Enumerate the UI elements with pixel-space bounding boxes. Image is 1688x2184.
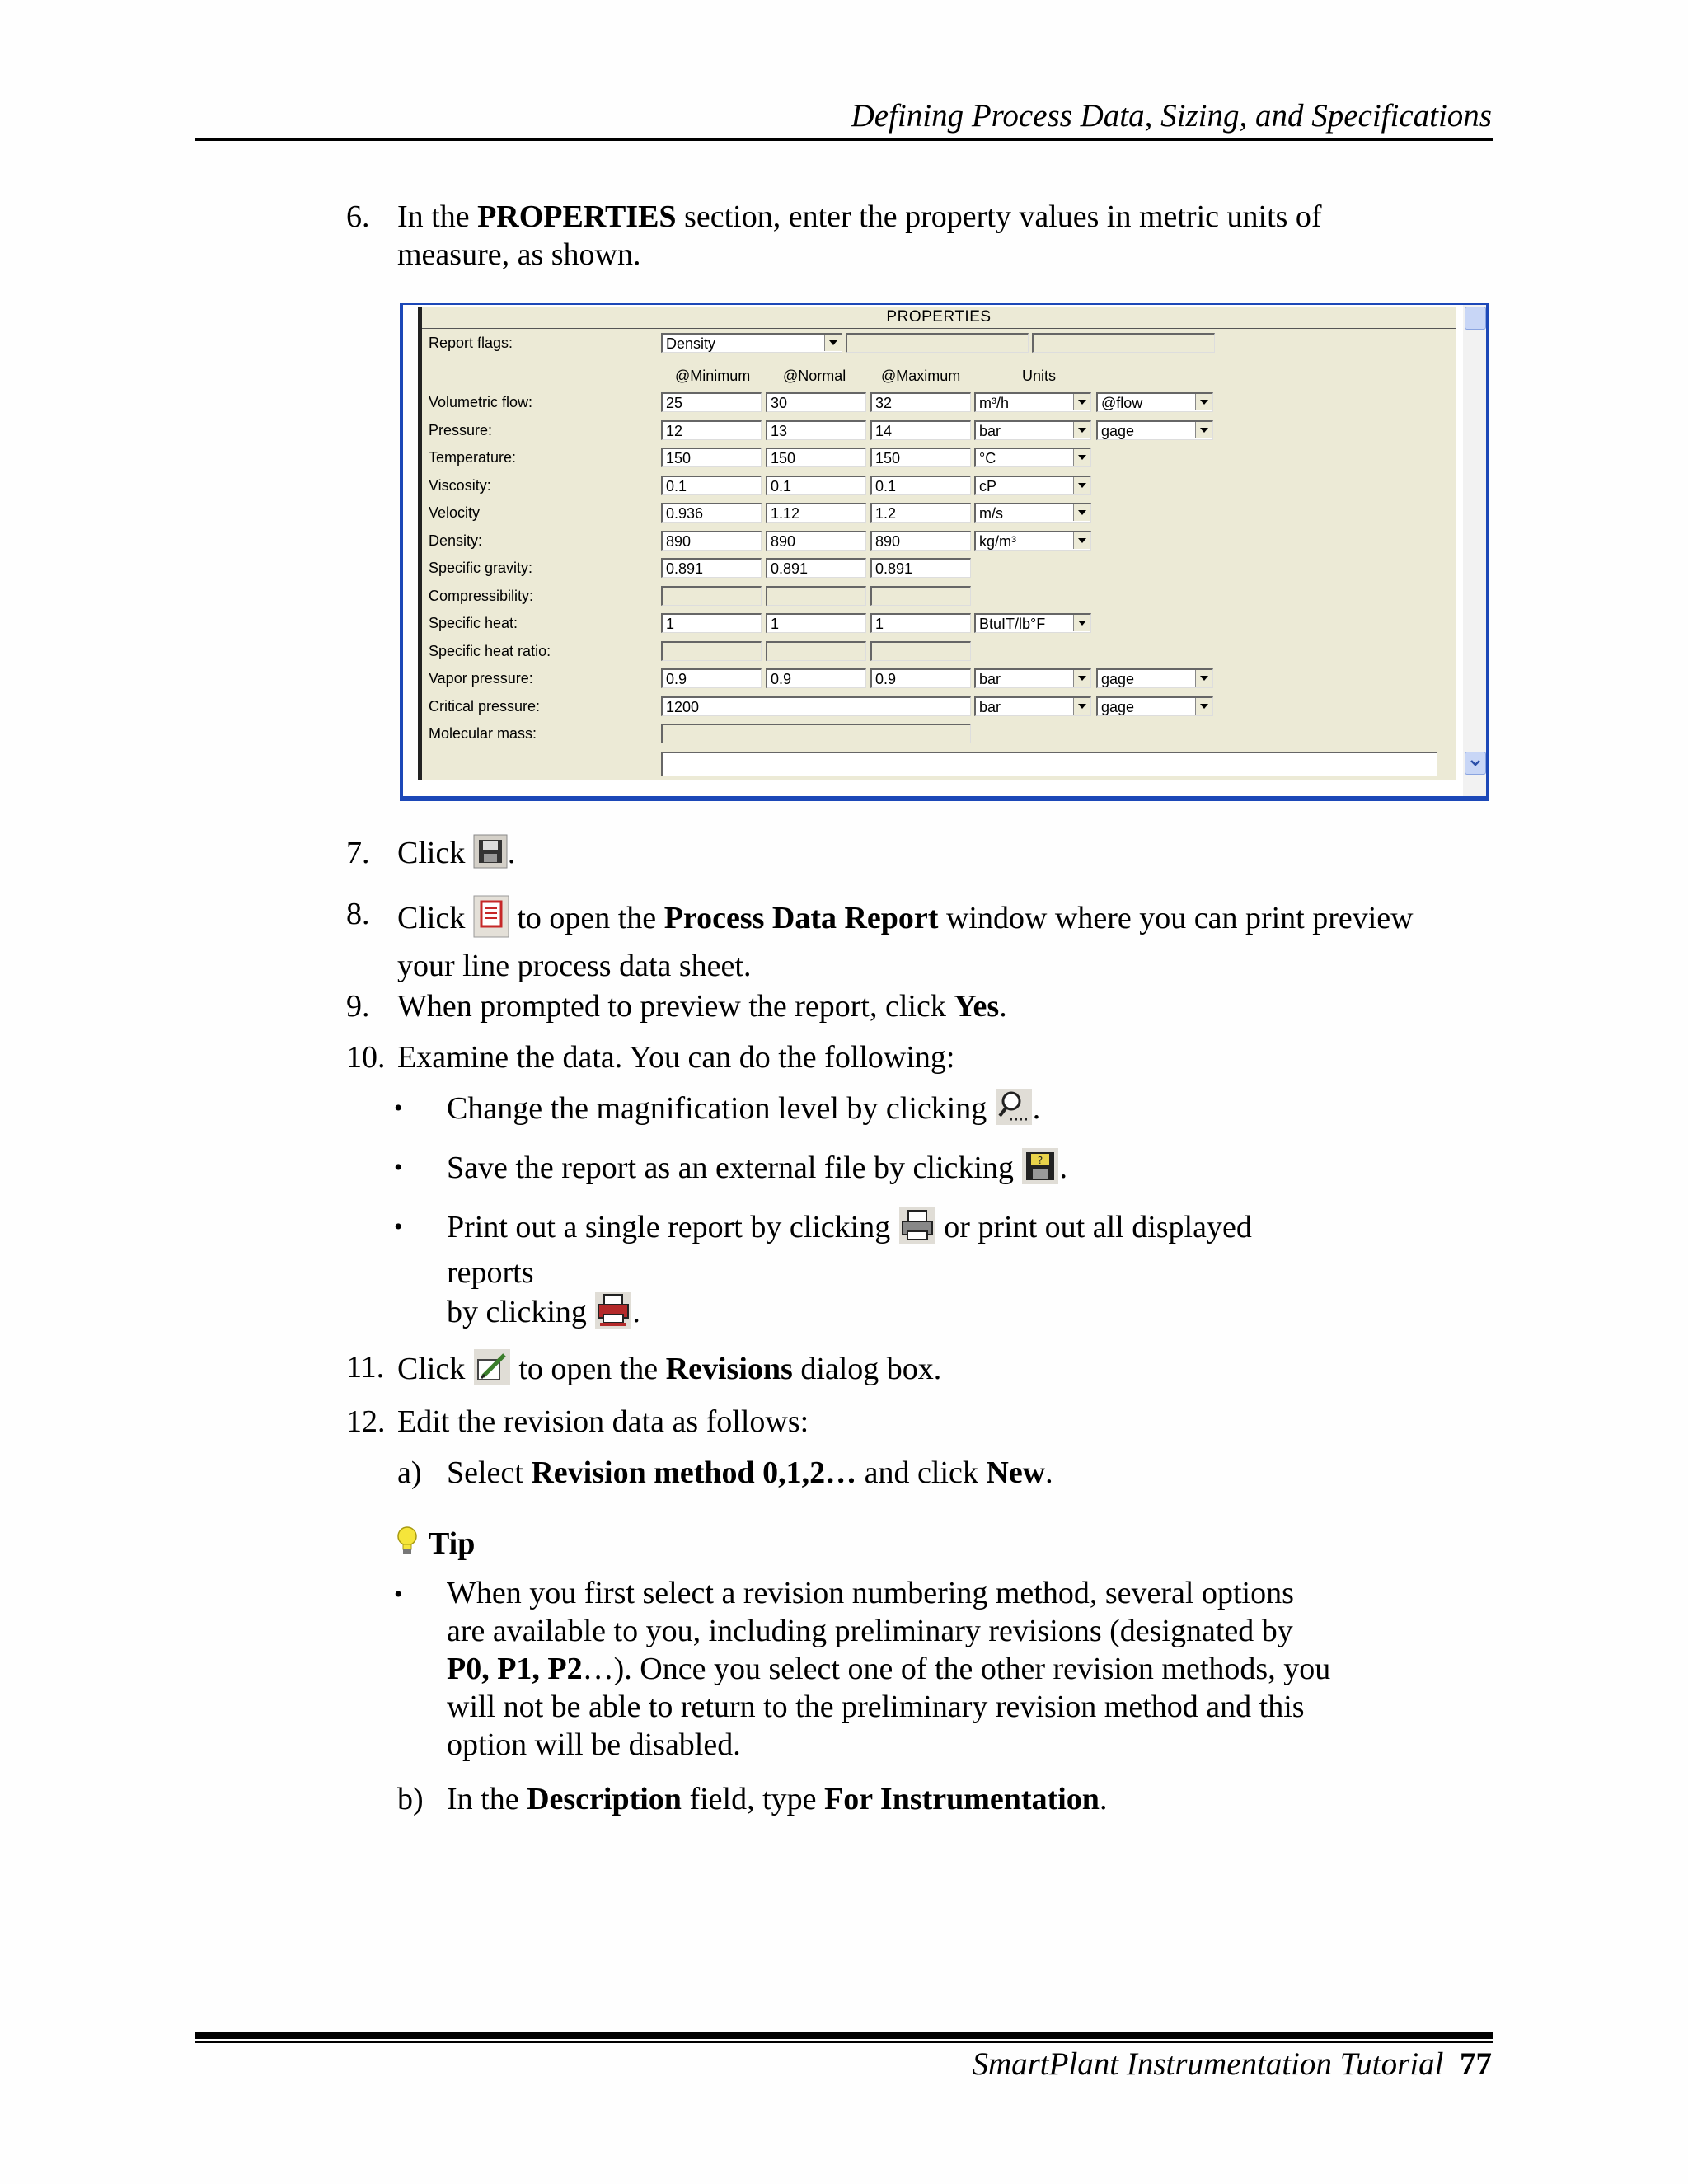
select-value: bar (979, 423, 1001, 439)
running-footer: SmartPlant Instrumentation Tutorial 77 (972, 2046, 1492, 2082)
property-label: Volumetric flow: (429, 394, 533, 410)
col-normal-header: @Normal (783, 368, 846, 384)
property-label: Density: (429, 532, 483, 549)
substep-text: In the Description field, type For Instrumentation. (447, 1782, 1108, 1816)
property-label: Velocity (429, 504, 481, 521)
step-text: Click to open the Process Data Report window where you can print preview your line process data sheet. (397, 895, 1510, 985)
revisions-icon (473, 1348, 511, 1395)
unit-select[interactable] (974, 613, 1091, 633)
step-11 (0, 1348, 1688, 1390)
property-min-field[interactable]: 0.1 (661, 476, 762, 495)
report-icon (473, 895, 509, 947)
bullet-magnification (0, 1088, 1688, 1134)
property-normal-field[interactable]: 0.9 (766, 668, 866, 688)
property-min-field[interactable]: 0.936 (661, 503, 762, 523)
step-8 (0, 895, 1688, 983)
property-label: Critical pressure: (429, 698, 541, 715)
property-min-field[interactable]: 890 (661, 531, 762, 551)
bullet-mark: • (394, 1154, 403, 1181)
properties-screenshot (400, 303, 1489, 801)
step-number: 7. (346, 836, 370, 870)
step-number: 9. (346, 989, 370, 1024)
chevron-down-icon (1195, 394, 1212, 410)
property-max-field[interactable]: 0.9 (870, 668, 971, 688)
step-7 (0, 834, 1688, 875)
col-min-header: @Minimum (675, 368, 751, 384)
unit-select[interactable] (974, 448, 1091, 467)
property-max-field[interactable]: 14 (870, 420, 971, 440)
chevron-down-icon (1073, 698, 1090, 715)
select-value: m/s (979, 505, 1003, 522)
running-header: Defining Process Data, Sizing, and Specifications (851, 98, 1492, 134)
bullet-mark: • (394, 1213, 403, 1240)
unit-select[interactable] (974, 531, 1091, 551)
properties-panel (418, 307, 1456, 780)
header-rule (195, 138, 1493, 141)
step-text: In the PROPERTIES section, enter the property values in metric units of measure, as shown. (397, 199, 1322, 272)
unit-select[interactable] (974, 420, 1091, 440)
unit-select[interactable] (974, 503, 1091, 523)
property-normal-field[interactable]: 890 (766, 531, 866, 551)
property-max-field[interactable]: 890 (870, 531, 971, 551)
select-value: bar (979, 671, 1001, 687)
property-value-field[interactable] (661, 724, 971, 743)
select-value: °C (979, 450, 996, 466)
notes-field[interactable] (661, 752, 1437, 776)
svg-text:?: ? (1038, 1155, 1043, 1166)
step-10 (0, 1038, 1688, 1080)
unit-select[interactable] (974, 696, 1091, 716)
property-label: Temperature: (429, 449, 517, 466)
property-min-field[interactable] (661, 641, 762, 661)
chevron-down-icon (1073, 615, 1090, 631)
unit-qualifier-select[interactable] (1096, 420, 1213, 440)
vertical-scrollbar[interactable] (1463, 305, 1486, 796)
step-text: Edit the revision data as follows: (397, 1404, 809, 1439)
property-normal-field[interactable]: 0.1 (766, 476, 866, 495)
bullet-mark: • (394, 1094, 403, 1122)
tip-heading (0, 1525, 1688, 1566)
bullet-text: Save the report as an external file by clicking ? . (447, 1147, 1436, 1194)
property-min-field[interactable]: 0.9 (661, 668, 762, 688)
property-label: Compressibility: (429, 588, 534, 604)
scroll-down-button[interactable] (1465, 752, 1486, 775)
select-value: gage (1101, 423, 1135, 439)
property-normal-field[interactable]: 30 (766, 392, 866, 412)
step-text: Click . (397, 834, 1510, 878)
step-6 (0, 198, 1688, 280)
report-flags-label: Report flags: (429, 335, 513, 351)
property-max-field[interactable]: 32 (870, 392, 971, 412)
property-max-field[interactable] (870, 641, 971, 661)
chevron-down-icon (1195, 422, 1212, 438)
select-value: kg/m³ (979, 533, 1016, 550)
property-label: Viscosity: (429, 477, 491, 494)
select-value: bar (979, 699, 1001, 715)
step-text: When prompted to preview the report, click Yes. (397, 989, 1007, 1024)
footer-rule-thin (195, 2041, 1493, 2043)
scroll-up-button[interactable] (1465, 307, 1486, 330)
substep-label: b) (397, 1782, 424, 1816)
property-label: Vapor pressure: (429, 670, 533, 687)
chevron-down-icon (1073, 394, 1090, 410)
substep-a (0, 1454, 1688, 1495)
chevron-down-icon (1465, 752, 1485, 774)
select-value: m³/h (979, 395, 1009, 411)
property-min-field[interactable]: 25 (661, 392, 762, 412)
property-max-field[interactable]: 0.1 (870, 476, 971, 495)
property-value-field[interactable]: 1200 (661, 696, 971, 716)
lightbulb-icon (394, 1525, 420, 1568)
property-min-field[interactable]: 1 (661, 613, 762, 633)
bullet-save-external (0, 1147, 1688, 1193)
chevron-down-icon (1073, 477, 1090, 494)
tip-bullet (0, 1574, 1688, 1772)
substep-text: Select Revision method 0,1,2… and click New. (447, 1455, 1053, 1490)
property-normal-field[interactable]: 1.12 (766, 503, 866, 523)
report-flags-field-2[interactable] (846, 333, 1029, 353)
property-max-field[interactable]: 1 (870, 613, 971, 633)
substep-b (0, 1780, 1688, 1821)
substep-label: a) (397, 1455, 422, 1490)
chevron-down-icon (1073, 670, 1090, 687)
step-number: 8. (346, 897, 370, 931)
select-value: cP (979, 478, 997, 494)
step-text: Click to open the Revisions dialog box. (397, 1348, 1510, 1395)
property-min-field[interactable]: 0.891 (661, 558, 762, 578)
bullet-print (0, 1207, 1688, 1338)
step-number: 12. (346, 1404, 386, 1439)
property-normal-field[interactable]: 0.891 (766, 558, 866, 578)
col-units-header: Units (1022, 368, 1057, 384)
tip-text: When you first select a revision numbering method, several options are available to you, including preliminary revisions (designated by P0, P1, P2…). Once you select one of the other revision methods, you will not be able to return to the preliminary revision method and this option will be disabled. (447, 1576, 1331, 1762)
chevron-down-icon (1073, 449, 1090, 466)
step-number: 10. (346, 1040, 386, 1075)
step-9 (0, 987, 1688, 1029)
unit-qualifier-select[interactable] (1096, 696, 1213, 716)
chevron-down-icon (1195, 670, 1212, 687)
property-label: Pressure: (429, 422, 493, 438)
bullet-text: Change the magnification level by clicking . (447, 1088, 1436, 1135)
select-value: BtuIT/lb°F (979, 616, 1046, 632)
property-normal-field[interactable]: 13 (766, 420, 866, 440)
property-min-field[interactable]: 12 (661, 420, 762, 440)
property-label: Specific gravity: (429, 560, 533, 576)
step-number: 11. (346, 1350, 385, 1385)
property-label: Specific heat: (429, 615, 518, 631)
property-max-field[interactable]: 1.2 (870, 503, 971, 523)
property-normal-field[interactable]: 1 (766, 613, 866, 633)
col-max-header: @Maximum (881, 368, 961, 384)
zoom-icon (995, 1088, 1033, 1135)
chevron-down-icon (824, 335, 842, 351)
property-normal-field[interactable]: 150 (766, 448, 866, 467)
property-label: Molecular mass: (429, 725, 537, 742)
step-12 (0, 1403, 1688, 1444)
report-flags-field-3[interactable] (1032, 333, 1215, 353)
print-all-icon (594, 1291, 632, 1338)
unit-select[interactable] (974, 392, 1091, 412)
footer-rule-thick (195, 2032, 1493, 2039)
report-flags-select[interactable]: Density (661, 333, 842, 353)
bullet-mark: • (394, 1581, 403, 1608)
panel-title: PROPERTIES (886, 308, 992, 326)
unit-select[interactable] (974, 476, 1091, 495)
step-number: 6. (346, 199, 370, 234)
select-value: @flow (1101, 395, 1143, 411)
select-value: gage (1101, 699, 1135, 715)
save-file-icon (1021, 1147, 1059, 1194)
chevron-down-icon (1073, 532, 1090, 549)
chevron-down-icon (1073, 504, 1090, 521)
property-max-field[interactable]: 150 (870, 448, 971, 467)
unit-qualifier-select[interactable] (1096, 668, 1213, 688)
tip-label: Tip (429, 1526, 476, 1561)
unit-select[interactable] (974, 668, 1091, 688)
chevron-down-icon (1073, 422, 1090, 438)
unit-qualifier-select[interactable] (1096, 392, 1213, 412)
property-max-field[interactable] (870, 586, 971, 606)
print-icon (898, 1207, 936, 1254)
save-icon (473, 834, 508, 878)
property-min-field[interactable]: 150 (661, 448, 762, 467)
property-max-field[interactable]: 0.891 (870, 558, 971, 578)
select-value: gage (1101, 671, 1135, 687)
property-min-field[interactable] (661, 586, 762, 606)
property-label: Specific heat ratio: (429, 643, 551, 659)
bullet-text: Print out a single report by clicking or print out all displayed reports by clicking . (447, 1207, 1436, 1338)
step-text: Examine the data. You can do the following: (397, 1040, 955, 1075)
property-normal-field[interactable] (766, 586, 866, 606)
chevron-down-icon (1195, 698, 1212, 715)
property-normal-field[interactable] (766, 641, 866, 661)
